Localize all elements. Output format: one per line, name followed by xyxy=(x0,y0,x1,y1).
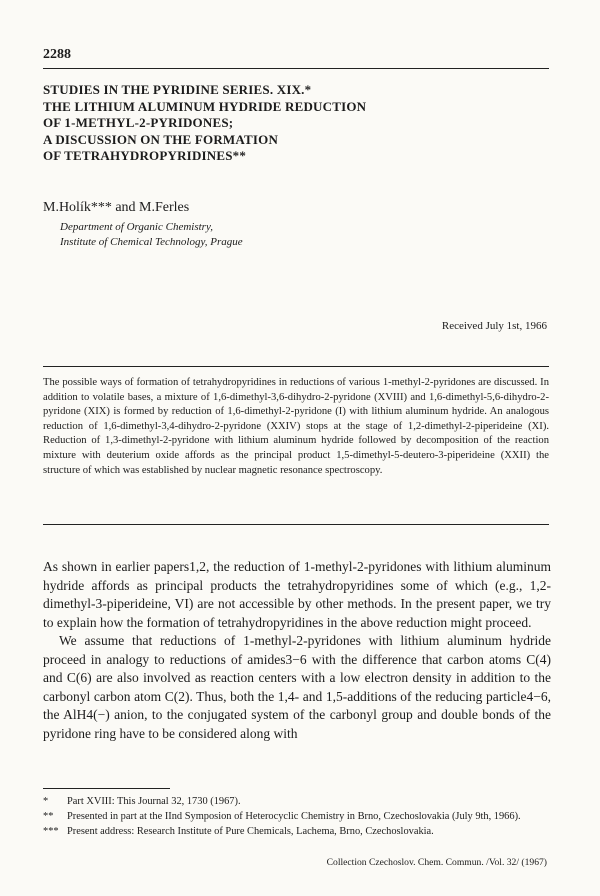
footnote-text: Presented in part at the IInd Symposion of Heterocyclic Chemistry in Brno, Czechoslovakia (July 9th, 1966). xyxy=(67,811,521,822)
footnote-rule xyxy=(43,788,170,789)
abstract-bottom-rule xyxy=(43,524,549,525)
title-line: THE LITHIUM ALUMINUM HYDRIDE REDUCTION xyxy=(43,98,367,114)
body-text xyxy=(43,558,551,743)
footnote xyxy=(43,809,553,824)
footnote-mark: * xyxy=(43,796,49,807)
affiliation-line: Institute of Chemical Technology, Prague xyxy=(60,236,243,248)
footnote xyxy=(43,794,553,809)
footnotes xyxy=(43,794,553,839)
abstract-top-rule xyxy=(43,366,549,367)
paragraph: As shown in earlier papers1,2, the reduction of 1-methyl-2-pyridones with lithium aluminum hydride affords as principal products the tetrahydropyridines some of which (e.g., 1,2-dimethyl-3-piperideine, VI) are not accessible by other methods. In the present paper, we try to explain how the formation of tetrahydropyridines in the above reduction might proceed. xyxy=(43,559,551,630)
page-number: 2288 xyxy=(43,47,71,62)
journal-footer: Collection Czechoslov. Chem. Commun. /Vol. 32/ (1967) xyxy=(326,857,547,868)
footnote-mark: *** xyxy=(43,826,59,837)
article-title xyxy=(43,82,543,165)
authors: M.Holík*** and M.Ferles xyxy=(43,200,190,215)
abstract: The possible ways of formation of tetrahydropyridines in reductions of various 1-methyl-2-pyridones are discussed. In addition to volatile bases, a mixture of 1,6-dimethyl-3,6-dihydro-2-pyridone (XVIII) and 1,6-dimethyl-5,6-dihydro-2-pyridone (XIX) is formed by reduction of 1,6-dimethyl-2-pyridone (I) with lithium aluminum hydride. An analogous reduction of 1,6-dimethyl-3,4-dihydro-2-pyridone (XXIV) stops at the stage of 1,2-dimethyl-2-piperideine (XI). Reduction of 1,3-dimethyl-2-pyridone with lithium aluminum hydride followed by decomposition of the reaction mixture with deuterium oxide affords as the principal product 1,5-dimethyl-5-deutero-3-piperideine (XXII) the structure of which was established by nuclear magnetic resonance spectroscopy. xyxy=(43,377,549,476)
affiliation-line: Department of Organic Chemistry, xyxy=(60,221,213,233)
footnote-text: Part XVIII: This Journal 32, 1730 (1967). xyxy=(67,796,241,807)
title-line: A DISCUSSION ON THE FORMATION xyxy=(43,131,279,147)
footnote-mark: ** xyxy=(43,811,54,822)
affiliation xyxy=(60,220,243,250)
header-rule xyxy=(43,68,549,69)
footnote xyxy=(43,824,553,839)
received-date: Received July 1st, 1966 xyxy=(441,320,547,332)
paragraph: We assume that reductions of 1-methyl-2-pyridones with lithium aluminum hydride proceed in analogy to reductions of amides3−6 with the difference that carbon atoms C(4) and C(6) are also involved as reaction centers with a low electron density in addition to the carbonyl carbon atom C(2). Thus, both the 1,4- and 1,5-additions of the reducing particle4−6, the AlH4(−) anion, to the conjugated system of the carbonyl group and double bonds of the pyridone ring have to be considered along with xyxy=(43,633,551,741)
title-line: STUDIES IN THE PYRIDINE SERIES. XIX.* xyxy=(43,82,312,97)
title-line: OF 1-METHYL-2-PYRIDONES; xyxy=(43,115,234,130)
footnote-text: Present address: Research Institute of Pure Chemicals, Lachema, Brno, Czechoslovakia. xyxy=(67,826,434,837)
title-line: OF TETRAHYDROPYRIDINES** xyxy=(43,148,247,163)
